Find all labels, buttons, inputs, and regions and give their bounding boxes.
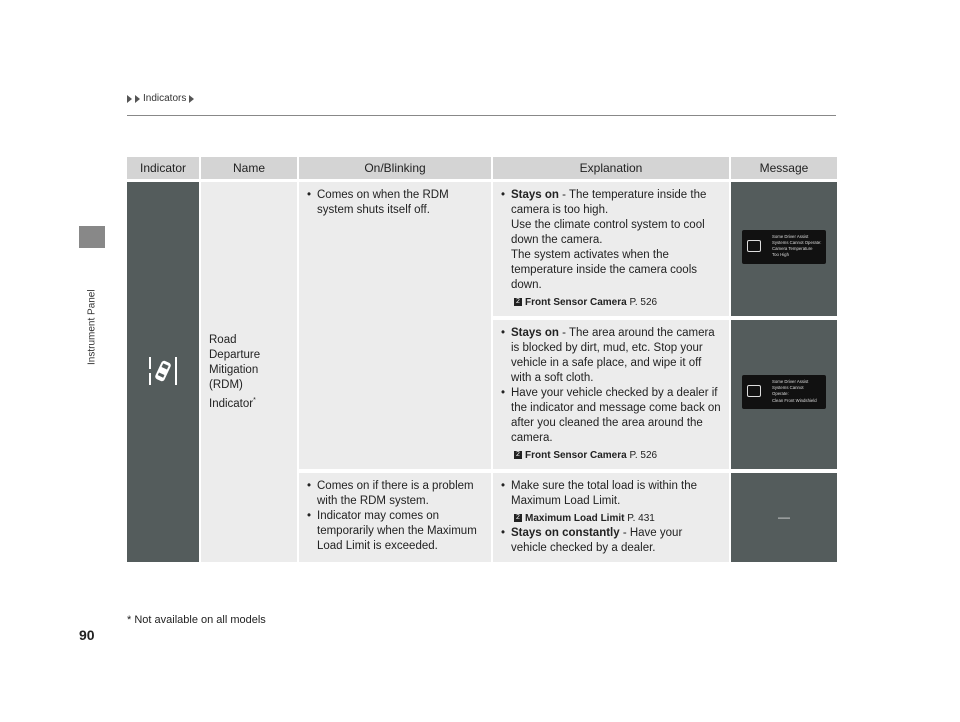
- header-on-blinking: On/Blinking: [299, 157, 493, 182]
- name-line2: Mitigation (RDM): [209, 363, 259, 391]
- message-line: Some Driver Assist: [772, 233, 809, 239]
- explanation-item: [501, 526, 721, 556]
- explanation-item: [501, 188, 721, 293]
- message-cell-2: [731, 320, 837, 473]
- name-line3: Indicator: [209, 397, 254, 410]
- reference-page: P. 526: [629, 297, 658, 308]
- on-blinking-item: • Comes on if there is a problem with the RDM system.: [307, 479, 483, 509]
- message-cell-1: [731, 182, 837, 320]
- explanation-item: • Make sure the total load is within the Maximum Load Limit.: [501, 479, 721, 509]
- explanation-text: - The temperature inside the camera is too high.: [511, 189, 707, 216]
- explanation-extra: Use the climate control system to cool down the camera.: [511, 219, 705, 246]
- on-blinking-cell-3: [299, 473, 493, 566]
- footnote: * Not available on all models: [127, 614, 266, 626]
- message-display: [742, 230, 826, 264]
- name-cell: [201, 182, 299, 566]
- header-name: Name: [201, 157, 299, 182]
- on-blinking-cell-1: [299, 182, 493, 473]
- breadcrumb: [127, 93, 194, 104]
- reference-link[interactable]: [501, 511, 721, 526]
- reference-title: Front Sensor Camera: [525, 297, 627, 308]
- explanation-cell-3: [493, 473, 731, 566]
- indicator-cell: [127, 182, 201, 566]
- message-line: Operate:: [772, 391, 789, 397]
- explanation-cell-2: [493, 320, 731, 473]
- message-cell-3: [731, 473, 837, 566]
- message-dash: —: [778, 509, 790, 524]
- on-blinking-item: • Comes on when the RDM system shuts itself off.: [307, 188, 483, 218]
- sidebar-label: Instrument Panel: [86, 289, 98, 365]
- explanation-bold: Stays on: [511, 189, 559, 201]
- message-line: Too High: [772, 252, 789, 258]
- reference-arrow-icon: 2: [514, 298, 522, 306]
- breadcrumb-arrow-icon: [135, 95, 140, 103]
- header-explanation: Explanation: [493, 157, 731, 182]
- on-blinking-item: • Indicator may comes on temporarily when the Maximum Load Limit is exceeded.: [307, 509, 483, 554]
- message-line: Clean Front Windshield: [772, 397, 817, 403]
- explanation-item: [501, 326, 721, 386]
- indicator-table: [127, 157, 837, 566]
- explanation-cell-1: [493, 182, 731, 320]
- reference-arrow-icon: 2: [514, 514, 522, 522]
- reference-title: Maximum Load Limit: [525, 513, 625, 524]
- message-line: Systems Cannot: [772, 385, 804, 391]
- reference-page: P. 431: [627, 513, 655, 524]
- sidebar-tab: [79, 226, 105, 248]
- message-display: [742, 375, 826, 409]
- breadcrumb-arrow-icon: [127, 95, 132, 103]
- camera-icon: [747, 240, 761, 252]
- reference-link[interactable]: [501, 448, 721, 463]
- header-rule: [127, 115, 836, 116]
- name-asterisk: *: [253, 396, 256, 404]
- reference-link[interactable]: [501, 295, 721, 310]
- breadcrumb-label[interactable]: Indicators: [143, 93, 187, 104]
- name-line1: Road Departure: [209, 333, 261, 361]
- header-message: Message: [731, 157, 837, 182]
- windshield-icon: [747, 385, 761, 397]
- explanation-bold: Stays on: [511, 327, 559, 339]
- reference-page: P. 526: [629, 450, 658, 461]
- explanation-bold: Stays on constantly: [511, 527, 620, 539]
- header-indicator: Indicator: [127, 157, 201, 182]
- explanation-text: - The area around the camera is blocked by dirt, mud, etc. Stop your vehicle in a safe place, and wipe it off with a soft cloth.: [511, 327, 715, 384]
- message-line: Camera Temperature: [772, 245, 813, 251]
- breadcrumb-arrow-icon: [189, 95, 194, 103]
- reference-arrow-icon: 2: [514, 451, 522, 459]
- explanation-item: • Have your vehicle checked by a dealer if the indicator and message come back on after you cleaned the area around the camera.: [501, 386, 721, 446]
- reference-title: Front Sensor Camera: [525, 450, 627, 461]
- explanation-text: - Have your vehicle checked by a dealer.: [511, 527, 683, 554]
- lane-departure-car-icon: [146, 353, 180, 387]
- message-line: Some Driver Assist: [772, 379, 809, 384]
- message-line: Systems Cannot Operate:: [772, 239, 822, 245]
- page-number: 90: [79, 627, 95, 643]
- explanation-extra: The system activates when the temperature inside the camera cools down.: [511, 249, 698, 291]
